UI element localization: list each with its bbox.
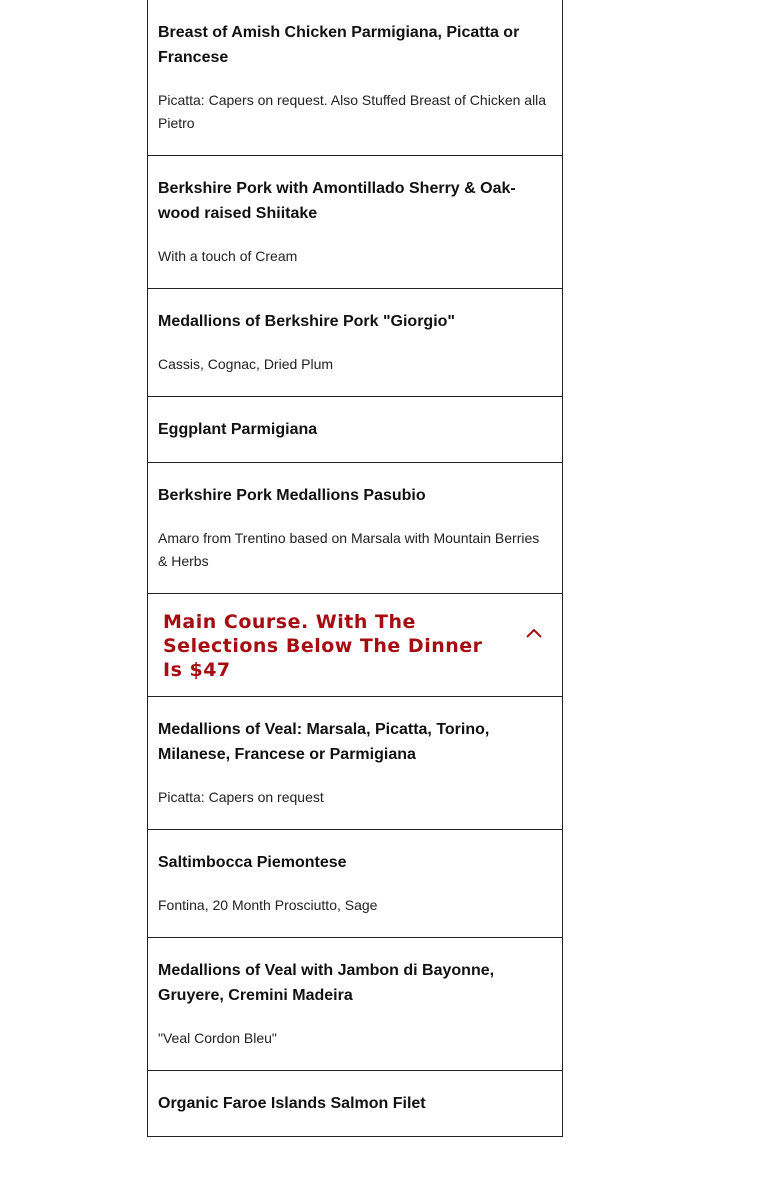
menu-item-description: "Veal Cordon Bleu" — [158, 1030, 277, 1046]
menu-item — [148, 0, 562, 156]
menu-item — [148, 156, 562, 289]
menu-item — [148, 289, 562, 397]
menu-item — [148, 463, 562, 594]
menu-item-description: Cassis, Cognac, Dried Plum — [158, 356, 334, 372]
menu-item-description: Picatta: Capers on request — [158, 789, 324, 805]
menu-item — [148, 830, 562, 938]
section-header-main-course[interactable] — [148, 594, 562, 697]
menu-item-name: Medallions of Veal with Jambon di Bayonne, Gruyere, Cremini Madeira — [158, 962, 495, 1004]
menu-item-name: Breast of Amish Chicken Parmigiana, Picatta or Francese — [158, 24, 520, 66]
menu-item — [148, 697, 562, 830]
menu-item-name: Organic Faroe Islands Salmon Filet — [158, 1095, 426, 1112]
section-title: Main Course. With The Selections Below The Dinner Is $47 — [163, 611, 483, 681]
chevron-up-icon[interactable] — [524, 626, 544, 640]
menu-item-name: Eggplant Parmigiana — [158, 421, 318, 438]
menu-item-description: Picatta: Capers on request. Also Stuffed Breast of Chicken alla Pietro — [158, 92, 547, 131]
menu-item-name: Berkshire Pork with Amontillado Sherry & Oak-wood raised Shiitake — [158, 180, 516, 222]
menu-item-description: Amaro from Trentino based on Marsala with Mountain Berries & Herbs — [158, 530, 540, 569]
menu-item-name: Berkshire Pork Medallions Pasubio — [158, 487, 426, 504]
menu-item-name: Saltimbocca Piemontese — [158, 854, 347, 871]
menu-item — [148, 1071, 562, 1137]
menu-item — [148, 938, 562, 1071]
menu-item — [148, 397, 562, 463]
menu-item-name: Medallions of Veal: Marsala, Picatta, Torino, Milanese, Francese or Parmigiana — [158, 721, 490, 763]
menu-item-name: Medallions of Berkshire Pork "Giorgio" — [158, 313, 456, 330]
menu-item-description: With a touch of Cream — [158, 248, 298, 264]
menu-item-description: Fontina, 20 Month Prosciutto, Sage — [158, 897, 378, 913]
menu-list — [147, 0, 563, 1137]
